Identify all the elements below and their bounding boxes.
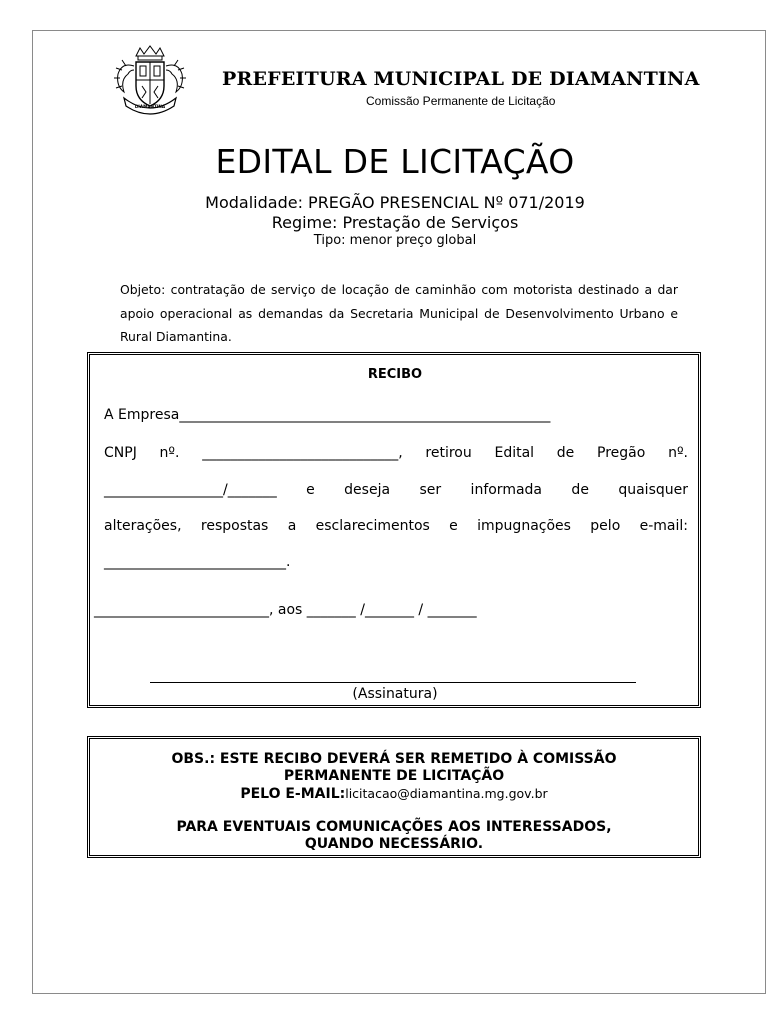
- signature-label: (Assinatura): [352, 686, 438, 702]
- recibo-email-line: __________________________.: [104, 554, 291, 570]
- regime-line: Regime: Prestação de Serviços: [271, 213, 519, 232]
- obs-line-2: PERMANENTE DE LICITAÇÃO: [283, 768, 505, 784]
- recibo-alteracoes-line: alterações, respostas a esclarecimentos e impugnações pelo e-mail:: [104, 518, 688, 534]
- obs-email-line: [90, 786, 698, 802]
- obs-email-address: licitacao@diamantina.mg.gov.br: [345, 786, 548, 801]
- obs-box: [87, 736, 701, 858]
- header-title: PREFEITURA MUNICIPAL DE DIAMANTINA: [222, 68, 700, 90]
- recibo-box: [87, 352, 701, 708]
- recibo-date-line: _________________________, aos _______ /_______ / _______: [94, 602, 477, 618]
- municipal-coat-of-arms-icon: [108, 40, 192, 120]
- recibo-empresa-line: A Empresa_____________________________________________________: [104, 407, 551, 423]
- recibo-cnpj-line: CNPJ nº. ____________________________, retirou Edital de Pregão nº.: [104, 445, 688, 461]
- obs-line-4: PARA EVENTUAIS COMUNICAÇÕES AOS INTERESSADOS,: [176, 819, 612, 835]
- recibo-pregao-line: _________________/_______ e deseja ser informada de quaisquer: [104, 482, 688, 498]
- obs-email-label: PELO E-MAIL:: [240, 786, 346, 802]
- recibo-title: RECIBO: [367, 367, 423, 382]
- objeto-paragraph: Objeto: contratação de serviço de locação de caminhão com motorista destinado a dar apoio operacional as demandas da Secretaria Municipal de Desenvolvimento Urbano e Rural Diamantina.: [120, 282, 678, 344]
- obs-line-1: OBS.: ESTE RECIBO DEVERÁ SER REMETIDO À COMISSÃO: [171, 751, 617, 767]
- obs-line-5: QUANDO NECESSÁRIO.: [304, 836, 484, 852]
- tipo-line: Tipo: menor preço global: [313, 233, 477, 248]
- svg-text:DIAMANTINA: DIAMANTINA: [134, 104, 166, 109]
- signature-line: [150, 682, 636, 683]
- header-subtitle: Comissão Permanente de Licitação: [366, 94, 556, 108]
- modalidade-line: Modalidade: PREGÃO PRESENCIAL Nº 071/2019: [205, 193, 585, 212]
- document-title: EDITAL DE LICITAÇÃO: [215, 142, 575, 181]
